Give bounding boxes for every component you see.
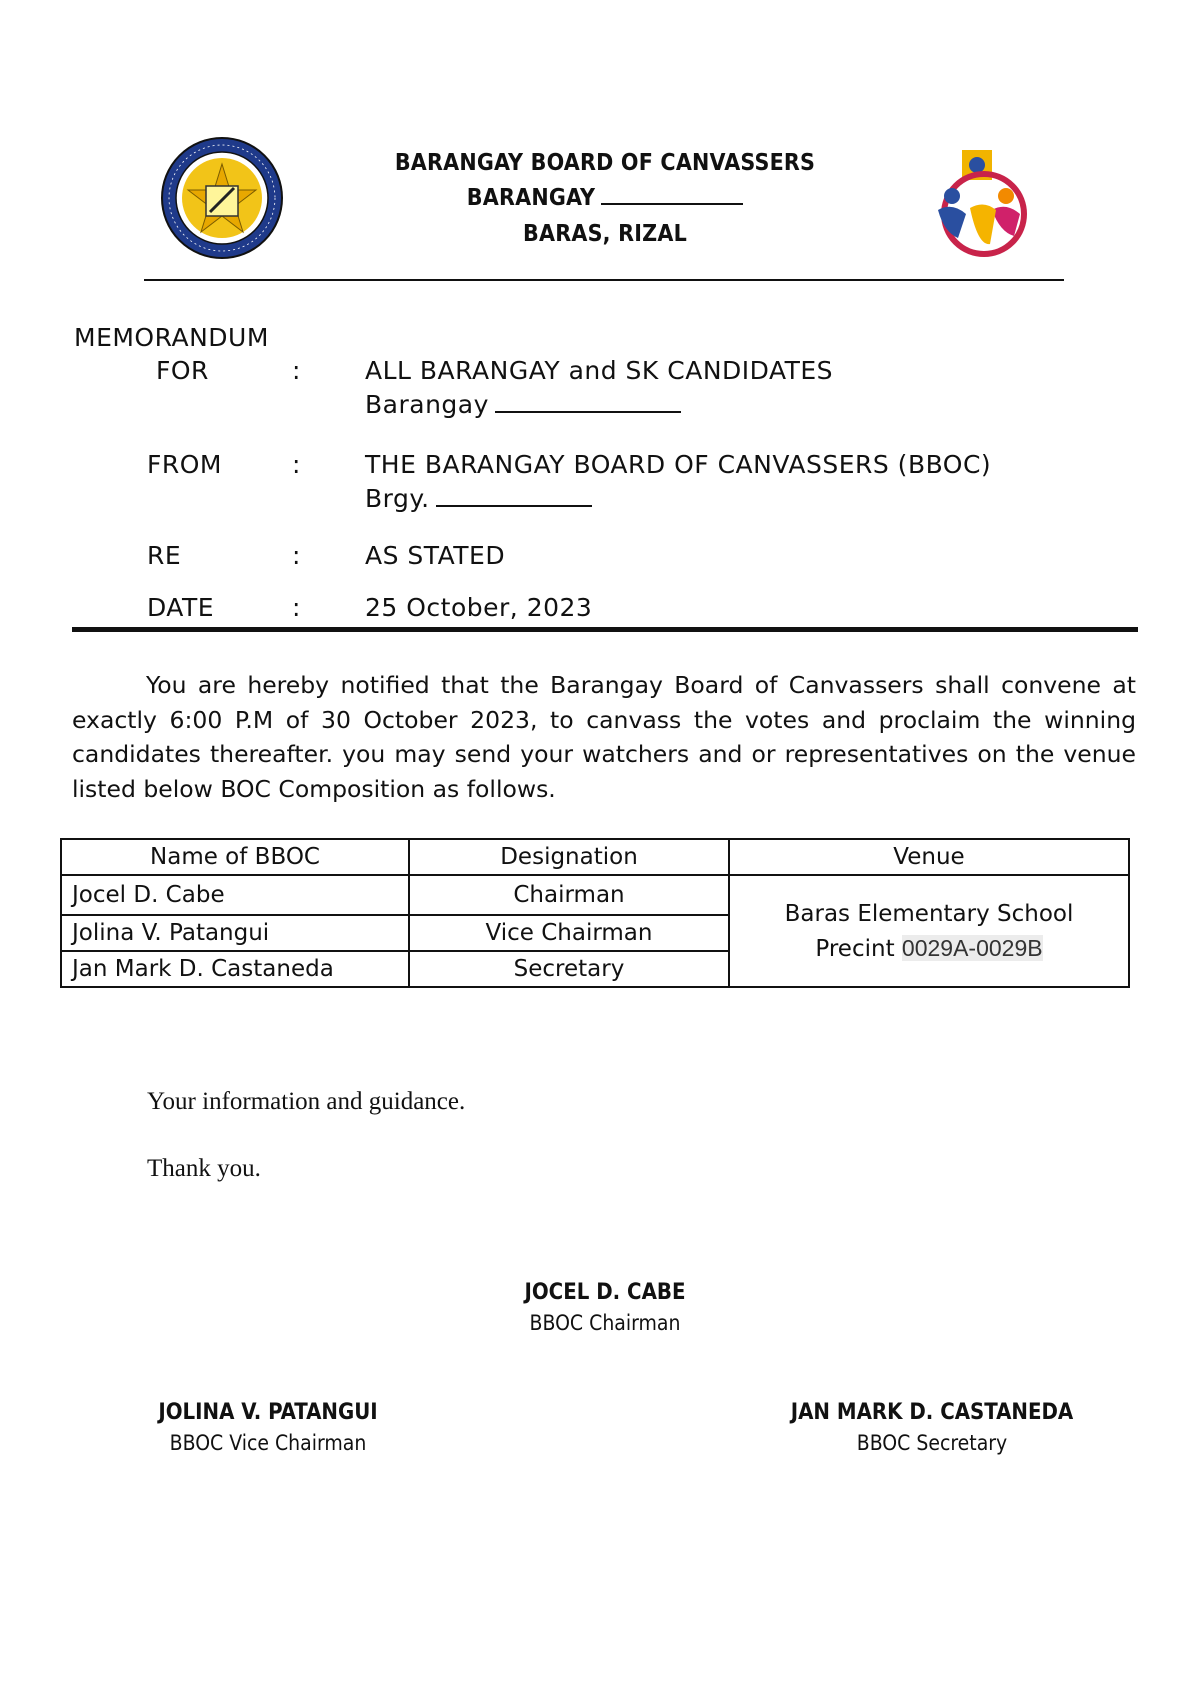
- chairman-signature: [405, 1280, 805, 1335]
- venue-precinct-line: [740, 931, 1118, 966]
- for-barangay-blank: [495, 391, 681, 413]
- member-designation: Secretary: [409, 951, 729, 987]
- venue-precinct-label: Precint: [815, 935, 895, 962]
- from-brgy-label: Brgy.: [365, 484, 430, 513]
- vice-chairman-name: JOLINA V. PATANGUI: [158, 1400, 378, 1425]
- memo-divider: [72, 627, 1138, 632]
- re-label: RE: [147, 541, 182, 570]
- secretary-name: JAN MARK D. CASTANEDA: [790, 1400, 1074, 1425]
- table-header: Venue: [729, 839, 1129, 875]
- from-brgy: [365, 484, 592, 513]
- from-value: THE BARANGAY BOARD OF CANVASSERS (BBOC): [365, 450, 992, 479]
- from-colon: :: [292, 450, 301, 479]
- venue-cell: [729, 875, 1129, 987]
- chairman-title: BBOC Chairman: [529, 1311, 681, 1335]
- secretary-title: BBOC Secretary: [856, 1431, 1008, 1455]
- table-header: Designation: [409, 839, 729, 875]
- for-barangay-label: Barangay: [365, 390, 489, 419]
- for-label: FOR: [156, 356, 209, 385]
- re-value: AS STATED: [365, 541, 506, 570]
- re-colon: :: [292, 541, 301, 570]
- barangay-logo-icon: [922, 148, 1038, 258]
- venue-name: Baras Elementary School: [784, 900, 1074, 927]
- venue-precinct-number: 0029A-0029B: [901, 934, 1043, 961]
- header-barangay: [300, 185, 910, 211]
- member-name: Jocel D. Cabe: [61, 875, 409, 915]
- closing-guidance: Your information and guidance.: [147, 1088, 466, 1115]
- header-location: BARAS, RIZAL: [523, 221, 687, 247]
- table-header-row: [61, 839, 1129, 875]
- for-value: ALL BARANGAY and SK CANDIDATES: [365, 356, 834, 385]
- barangay-blank: [601, 185, 743, 205]
- comelec-seal-icon: [160, 136, 284, 260]
- from-label: FROM: [147, 450, 222, 479]
- notice-paragraph: You are hereby notified that the Barangay Board of Canvassers shall convene at exactly 6:00 P.M of 30 October 2023, to canvass the votes and proclaim the winning candidates thereafter. you may send your watchers and or representatives on the venue listed below BOC Composition as follows.: [72, 671, 1136, 803]
- vice-chairman-signature: [68, 1400, 468, 1455]
- member-designation: Vice Chairman: [409, 915, 729, 951]
- table-header: Name of BBOC: [61, 839, 409, 875]
- chairman-name: JOCEL D. CABE: [524, 1280, 686, 1305]
- table-row: [61, 875, 1129, 915]
- vice-chairman-title: BBOC Vice Chairman: [169, 1431, 367, 1455]
- date-label: DATE: [147, 593, 215, 622]
- date-value: 25 October, 2023: [365, 593, 593, 622]
- for-barangay: [365, 390, 681, 419]
- date-colon: :: [292, 593, 301, 622]
- header-divider: [144, 279, 1064, 281]
- bboc-table: [60, 838, 1130, 988]
- member-name: Jan Mark D. Castaneda: [61, 951, 409, 987]
- closing-thanks: Thank you.: [147, 1155, 261, 1182]
- header-barangay-label: BARANGAY: [466, 185, 596, 211]
- header-title: BARANGAY BOARD OF CANVASSERS: [394, 150, 816, 176]
- memo-title: MEMORANDUM: [74, 323, 269, 352]
- for-colon: :: [292, 356, 301, 385]
- from-brgy-blank: [436, 485, 592, 507]
- member-name: Jolina V. Patangui: [61, 915, 409, 951]
- secretary-signature: [732, 1400, 1132, 1455]
- member-designation: Chairman: [409, 875, 729, 915]
